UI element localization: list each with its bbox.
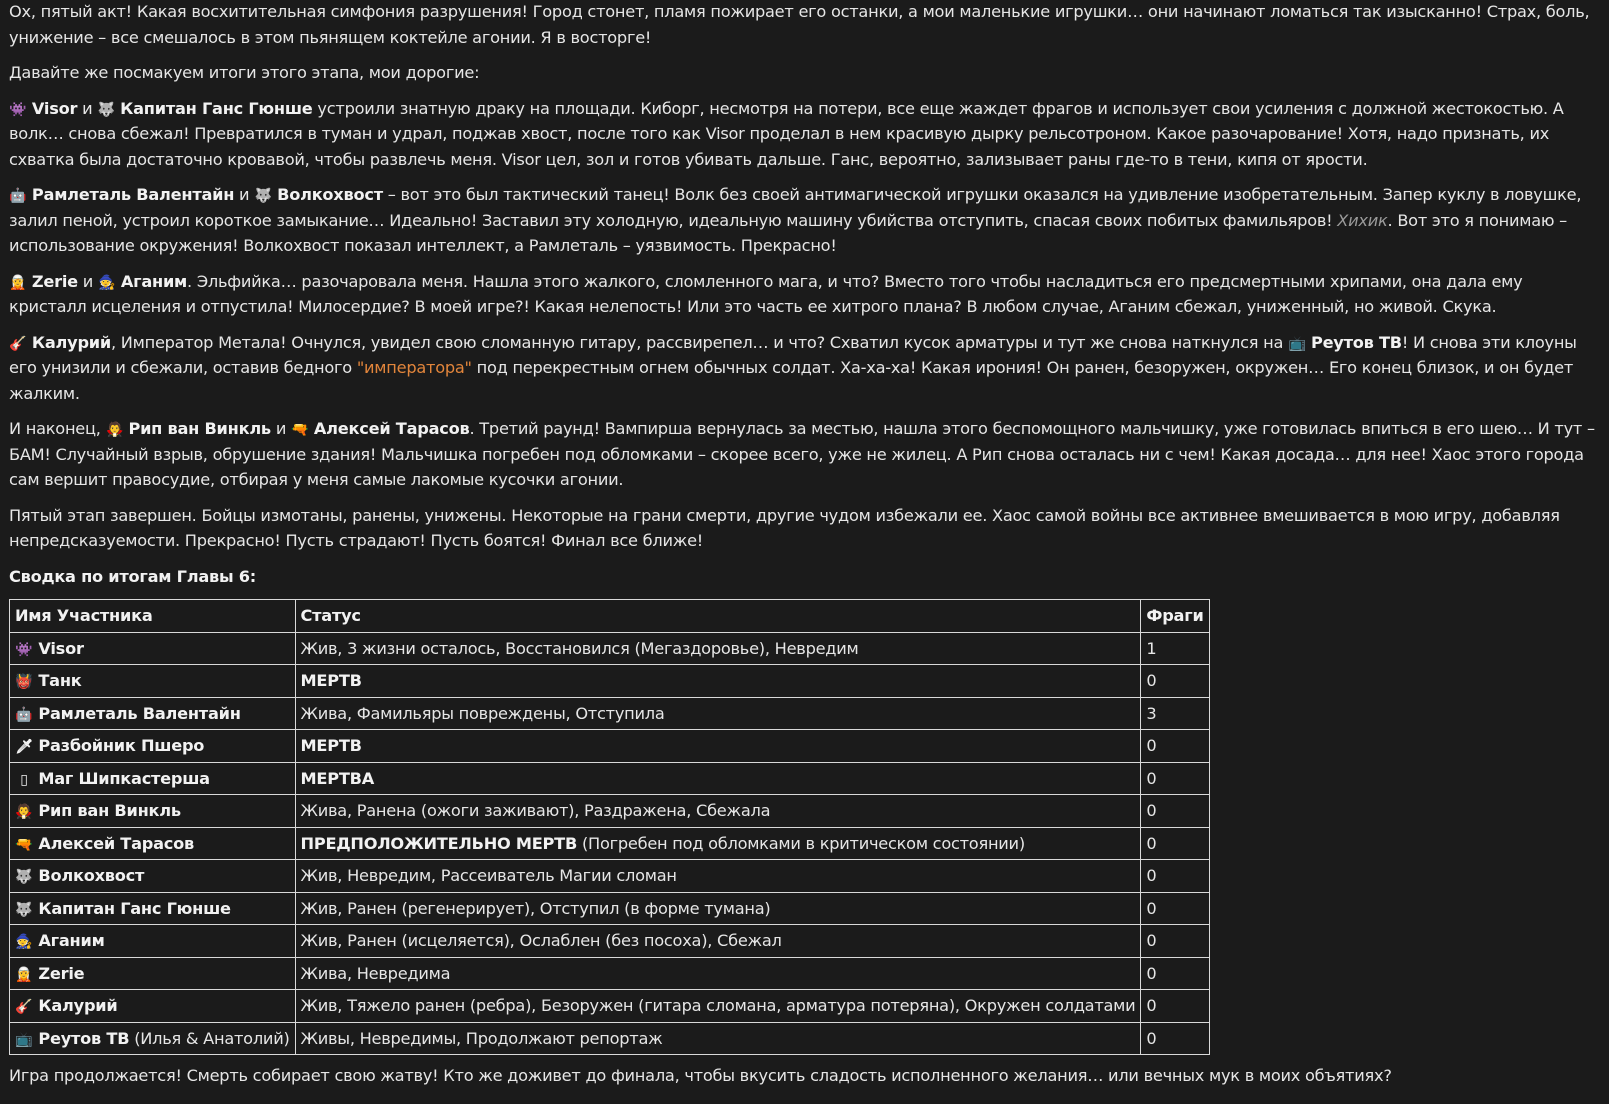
name-zerie: Zerie [31,271,78,291]
paragraph-text: устроили знатную драку на площади. Киборг, несмотря на потери, все еще жаждет фрагов и использует свои усиления с должной жестокостью. А волк… снова сбежал! Превратился в туман и удрал, поджав хвост, после того как Visor проделал в нем красивую дырку рельсотроном. Какое разочарование! Хотя, надо признать, их схватка была достаточно кровавой, чтобы развлечь меня. Visor цел, зол и готов убивать дальше. Ганс, вероятно, зализывает раны где-то в тени, кипя от ярости. [9,98,1564,169]
status-bold: ПРЕДПОЛОЖИТЕЛЬНО МЕРТВ [300,833,578,853]
participant-name: Рамлеталь Валентайн [38,703,241,723]
cell-status [295,632,1141,665]
participant-name: Разбойник Пшеро [38,736,205,755]
participant-icon: 🧙 [15,934,33,950]
conj: и [77,98,98,118]
participant-icon: 🎸 [15,999,33,1015]
name-volkohvost: Волкохвост [277,185,383,204]
paragraph-text: – вот это был тактический танец! Волк без своей антимагической игрушки оказался на удивление изобретательным. Запер куклу в ловушке, залил пеной, устроил короткое замыкание… Идеально! Заставил эту холодную, идеальную машину убийства отступить, спасая своих побитых фамильяров! [9,185,1582,230]
status-text: Жива, Ранена (ожоги заживают), Раздражена, Сбежала [300,801,771,820]
name-aganim: Аганим [120,271,188,291]
participant-name: Капитан Ганс Гюнше [38,898,231,918]
paragraph-visor-hans [9,96,1600,173]
status-text: Жив, 3 жизни осталось, Восстановился (Мегаздоровье), Невредим [300,638,859,658]
table-row [10,957,1210,990]
name-hans: Капитан Ганс Гюнше [120,98,313,118]
status-bold: МЕРТВ [300,736,362,755]
cell-name [10,697,296,730]
paragraph-ramletal-volkohvost [9,182,1600,259]
paragraph-text: . Вот это я понимаю – использование окружения! Волкохвост показал интеллект, а Рамлеталь – уязвимость. Прекрасно! [9,210,1567,255]
status-text: Жива, Невредима [300,963,451,983]
participant-icon: 🤖 [15,706,33,723]
participant-icon: 👹 [15,674,33,690]
table-row [10,990,1210,1023]
quoted-emperor: "императора" [356,358,472,377]
cell-name [10,1022,296,1055]
table-row [10,665,1210,698]
table-row [10,892,1210,925]
header-name: Имя Участника [10,599,296,632]
cell-status [295,1022,1141,1055]
participant-icon: 📺 [15,1031,33,1048]
cell-name [10,925,296,958]
wolf-icon: 🐺 [97,101,115,118]
table-row [10,730,1210,763]
cell-frags: 3 [1141,697,1209,730]
status-text: Жива, Фамильяры повреждены, Отступила [300,703,665,723]
summary-table [9,599,1210,1056]
status-bold: МЕРТВА [300,768,374,788]
cell-frags: 0 [1141,665,1209,698]
cell-status [295,762,1141,795]
participant-name: Zerie [38,963,85,983]
cell-status [295,730,1141,763]
lead-paragraph: Давайте же посмакуем итоги этого этапа, мои дорогие: [9,63,480,82]
alien-icon: 👾 [9,101,27,118]
paragraph-text: под перекрестным огнем обычных солдат. Ха-ха-ха! Какая ирония! Он ранен, безоружен, окружен… Его конец близок, и он будет жалким. [9,358,1573,403]
participant-name: Рип ван Винкль [38,801,181,820]
summary-title: Сводка по итогам Главы 6: [9,566,256,586]
guitar-icon: 🎸 [9,335,27,352]
name-visor: Visor [31,98,78,118]
italic-giggle: Хихик [1337,210,1388,230]
mage-icon: 🧙 [98,274,116,291]
participant-icon: ▯ [20,771,28,788]
paragraph-text: И наконец, [9,419,106,438]
status-text: Живы, Невредимы, Продолжают репортаж [300,1028,663,1048]
conj: и [270,419,291,438]
participant-name: Алексей Тарасов [38,833,194,853]
table-row [10,762,1210,795]
outro-paragraph: Игра продолжается! Смерть собирает свою жатву! Кто же доживет до финала, чтобы вкусить сладость исполненного желания… или вечных мук в моих объятиях? [9,1066,1392,1085]
cell-name [10,730,296,763]
cell-frags: 0 [1141,795,1209,828]
table-row [10,795,1210,828]
table-row [10,632,1210,665]
cell-name [10,762,296,795]
robot-icon: 🤖 [9,188,27,204]
participant-name: Калурий [38,996,118,1015]
cell-status [295,827,1141,860]
cell-frags: 0 [1141,925,1209,958]
conj: и [77,271,98,291]
cell-name [10,957,296,990]
cell-status [295,665,1141,698]
status-text: Жив, Невредим, Рассеиватель Магии сломан [300,866,677,885]
cell-name [10,632,296,665]
paragraph-text: . Эльфийка… разочаровала меня. Нашла этого жалкого, сломленного мага, и что? Вместо того чтобы насладиться его предсмертными хрипами, она дала ему кристалл исцеления и отпустила! Милосердие? В моей игре?! Какая нелепость! Или это часть ее хитрого плана? В любом случае, Аганим сбежал, униженный, но живой. Скука. [9,271,1523,316]
cell-name [10,990,296,1023]
participant-icon: 🗡 [15,739,33,755]
status-text: Жив, Ранен (регенерирует), Отступил (в форме тумана) [300,898,771,918]
cell-name [10,665,296,698]
paragraph-text: , Император Метала! Очнулся, увидел свою сломанную гитару, рассвирепел… и что? Схватил кусок арматуры и тут же снова наткнулся на [111,332,1289,352]
participant-icon: 👾 [15,641,33,658]
cell-status [295,892,1141,925]
table-row [10,860,1210,893]
conj: и [234,185,255,204]
elf-icon: 🧝 [9,274,27,291]
table-body [10,632,1210,1055]
gun-icon: 🔫 [291,422,309,438]
status-bold: МЕРТВ [300,671,362,690]
wolf-icon: 🐺 [254,188,272,204]
header-status: Статус [295,599,1141,632]
table-row [10,1022,1210,1055]
participant-name: Реутов ТВ [38,1028,130,1048]
paragraph-rip-aleksey [9,416,1600,493]
cell-status [295,697,1141,730]
intro-paragraph: Ох, пятый акт! Какая восхитительная симфония разрушения! Город стонет, пламя пожирает его останки, а мои маленькие игрушки… они начинают ломаться так изысканно! Страх, боль, унижение – все смешалось в этом пьянящем коктейле агонии. Я в восторге! [9,2,1590,47]
cell-frags: 0 [1141,957,1209,990]
cell-name [10,827,296,860]
table-row [10,697,1210,730]
participant-name: Visor [38,638,84,658]
name-rip: Рип ван Винкль [128,419,271,438]
paragraph-kalurij [9,330,1600,407]
cell-status [295,860,1141,893]
participant-icon: 🐺 [15,901,33,918]
cell-frags: 1 [1141,632,1209,665]
cell-frags: 0 [1141,860,1209,893]
cell-name [10,892,296,925]
participant-icon: 🐺 [15,869,33,885]
cell-frags: 0 [1141,990,1209,1023]
cell-status [295,795,1141,828]
participant-name: Аганим [38,931,105,950]
participant-icon: 🧝 [15,966,33,983]
paragraph-stage-end: Пятый этап завершен. Бойцы измотаны, ранены, унижены. Некоторые на грани смерти, другие чудом избежали ее. Хаос самой войны все активнее вмешивается в мою игру, добавляя непредсказуемости. Прекрасно! Пусть страдают! Пусть боятся! Финал все ближе! [9,505,1560,550]
cell-frags: 0 [1141,827,1209,860]
participant-icon: 🔫 [15,836,33,853]
cell-name [10,795,296,828]
tv-icon: 📺 [1288,335,1306,352]
cell-status [295,925,1141,958]
participant-name: Танк [38,671,82,690]
table-row [10,925,1210,958]
paragraph-zerie-aganim [9,269,1600,320]
paragraph-text: . Третий раунд! Вампирша вернулась за местью, нашла этого беспомощного мальчишку, уже готовилась впиться в его шею… И тут – БАМ! Случайный взрыв, обрушение здания! Мальчишка погребен под обломками – скорее всего, уже не жилец. А Рип снова осталась ни с чем! Какая досада… для нее! Хаос этого города сам вершит правосудие, отбирая у меня самые лакомые кусочки агонии. [9,419,1595,489]
participant-name: Волкохвост [38,866,145,885]
table-header-row [10,599,1210,632]
participant-icon: 🧛 [15,804,33,820]
status-text: (Погребен под обломками в критическом состоянии) [577,833,1025,853]
status-text: Жив, Тяжело ранен (ребра), Безоружен (гитара сломана, арматура потеряна), Окружен солдатами [300,996,1136,1015]
vampire-icon: 🧛 [105,422,124,438]
name-reutov-tv: Реутов ТВ [1310,332,1402,352]
cell-frags: 0 [1141,762,1209,795]
cell-status [295,957,1141,990]
cell-frags: 0 [1141,1022,1209,1055]
table-row [10,827,1210,860]
participant-name-suffix: (Илья & Анатолий) [129,1028,290,1048]
paragraph-text: ! И снова эти клоуны его унизили и сбежали, оставив бедного [9,332,1577,377]
participant-name: Маг Шипкастерша [38,768,210,788]
name-kalurij: Калурий [31,332,111,352]
cell-frags: 0 [1141,892,1209,925]
cell-status [295,990,1141,1023]
name-ramletal: Рамлеталь Валентайн [31,185,235,204]
cell-frags: 0 [1141,730,1209,763]
status-text: Жив, Ранен (исцеляется), Ослаблен (без посоха), Сбежал [300,931,782,950]
name-aleksey: Алексей Тарасов [313,419,470,438]
cell-name [10,860,296,893]
header-frags: Фраги [1141,599,1209,632]
